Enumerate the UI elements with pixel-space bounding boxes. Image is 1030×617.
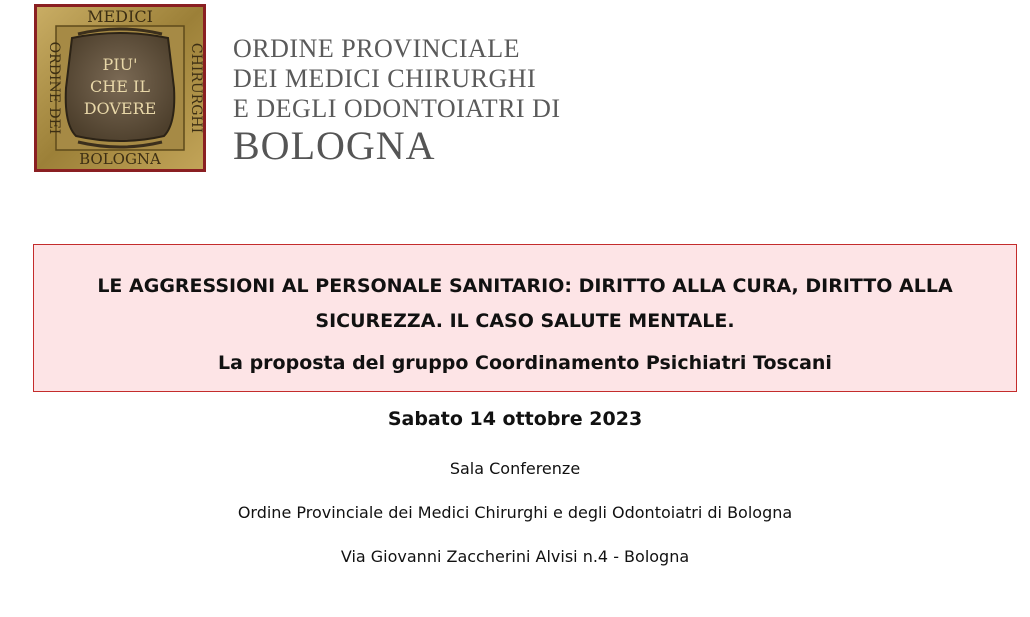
organization-name	[233, 34, 561, 168]
org-line-3: E DEGLI ODONTOIATRI DI	[233, 94, 561, 123]
logo-top-text: MEDICI	[87, 7, 153, 26]
event-venue: Sala Conferenze	[449, 459, 581, 478]
logo-motto-line-3: DOVERE	[83, 99, 157, 118]
header	[34, 4, 654, 174]
event-title-box	[33, 244, 1017, 392]
event-organization: Ordine Provinciale dei Medici Chirurghi e degli Odontoiatri di Bologna	[237, 503, 793, 522]
logo-motto-line-2: CHE IL	[90, 77, 150, 96]
logo-left-text: ORDINE DEI	[46, 41, 62, 135]
event-title: LE AGGRESSIONI AL PERSONALE SANITARIO: DIRITTO ALLA CURA, DIRITTO ALLA SICUREZZA. IL CASO SALUTE MENTALE.	[97, 275, 953, 332]
org-line-2: DEI MEDICI CHIRURGHI	[233, 64, 537, 93]
event-address: Via Giovanni Zaccherini Alvisi n.4 - Bologna	[340, 547, 690, 566]
order-logo	[34, 4, 206, 172]
logo-motto-line-1: PIU'	[102, 55, 138, 74]
org-city: BOLOGNA	[233, 123, 436, 168]
logo-bottom-text: BOLOGNA	[79, 150, 161, 168]
event-date: Sabato 14 ottobre 2023	[387, 408, 643, 430]
org-line-1: ORDINE PROVINCIALE	[233, 34, 521, 63]
event-subtitle: La proposta del gruppo Coordinamento Psichiatri Toscani	[218, 352, 832, 374]
logo-right-text: CHIRURGHI	[188, 42, 204, 134]
